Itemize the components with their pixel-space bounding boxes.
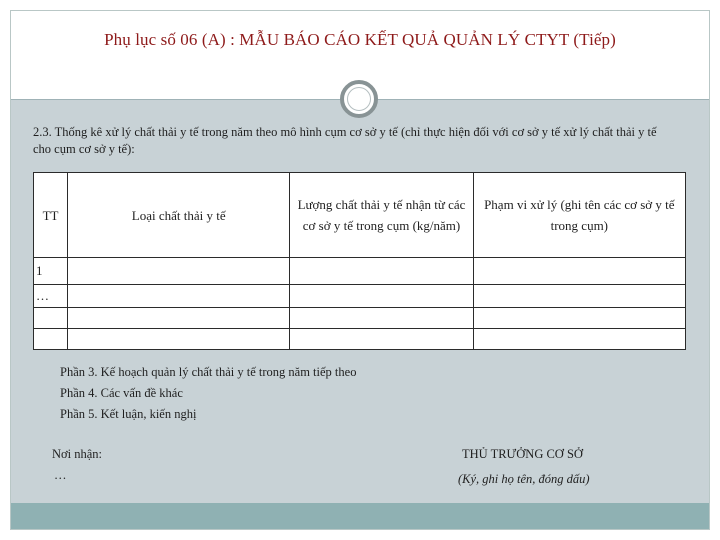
table-row (34, 258, 686, 285)
table-cell (34, 308, 68, 329)
table-cell (473, 258, 685, 285)
recipient-value: … (54, 468, 67, 482)
table-cell (473, 308, 685, 329)
intro-paragraph: 2.3. Thống kê xử lý chất thải y tế trong năm theo mô hình cụm cơ sở y tế (chỉ thực hiện đối với cơ sở y tế xử lý chất thải y tế cho cụm cơ sở y tế): (33, 125, 657, 156)
table-cell (68, 258, 290, 285)
waste-stats-table (33, 172, 686, 350)
header-treatment-scope: Phạm vi xử lý (ghi tên các cơ sở y tế trong cụm) (473, 173, 685, 258)
signature-title: THỦ TRƯỞNG CƠ SỞ (462, 447, 583, 461)
table-cell (68, 308, 290, 329)
section-5: Phần 5. Kết luận, kiến nghị (60, 407, 197, 421)
sections-list (60, 362, 480, 425)
table-cell (473, 285, 685, 308)
signature-note: (Ký, ghi họ tên, đóng dấu) (458, 472, 590, 486)
table-cell (68, 285, 290, 308)
recipient-label: Nơi nhận: (52, 447, 103, 461)
table-cell (290, 258, 473, 285)
table-cell (290, 308, 473, 329)
header-tt: TT (34, 173, 68, 258)
section-3: Phần 3. Kế hoạch quản lý chất thải y tế trong năm tiếp theo (60, 365, 357, 379)
header-waste-amount: Lượng chất thải y tế nhận từ các cơ sở y tế trong cụm (kg/năm) (290, 173, 473, 258)
table-cell: 1 (34, 258, 68, 285)
table-row (34, 329, 686, 350)
table-cell (290, 285, 473, 308)
section-4: Phần 4. Các vấn đề khác (60, 386, 183, 400)
table-cell: … (34, 285, 68, 308)
table-cell (68, 329, 290, 350)
table-row (34, 285, 686, 308)
table-row (34, 308, 686, 329)
table-cell (290, 329, 473, 350)
table-header-row (34, 173, 686, 258)
header-waste-type: Loại chất thải y tế (68, 173, 290, 258)
table-cell (34, 329, 68, 350)
bottom-bar (11, 503, 709, 529)
circle-ornament-icon (340, 80, 378, 118)
table-cell (473, 329, 685, 350)
page-title: Phụ lục số 06 (A) : MẪU BÁO CÁO KẾT QUẢ QUẢN LÝ CTYT (Tiếp) (104, 30, 616, 49)
